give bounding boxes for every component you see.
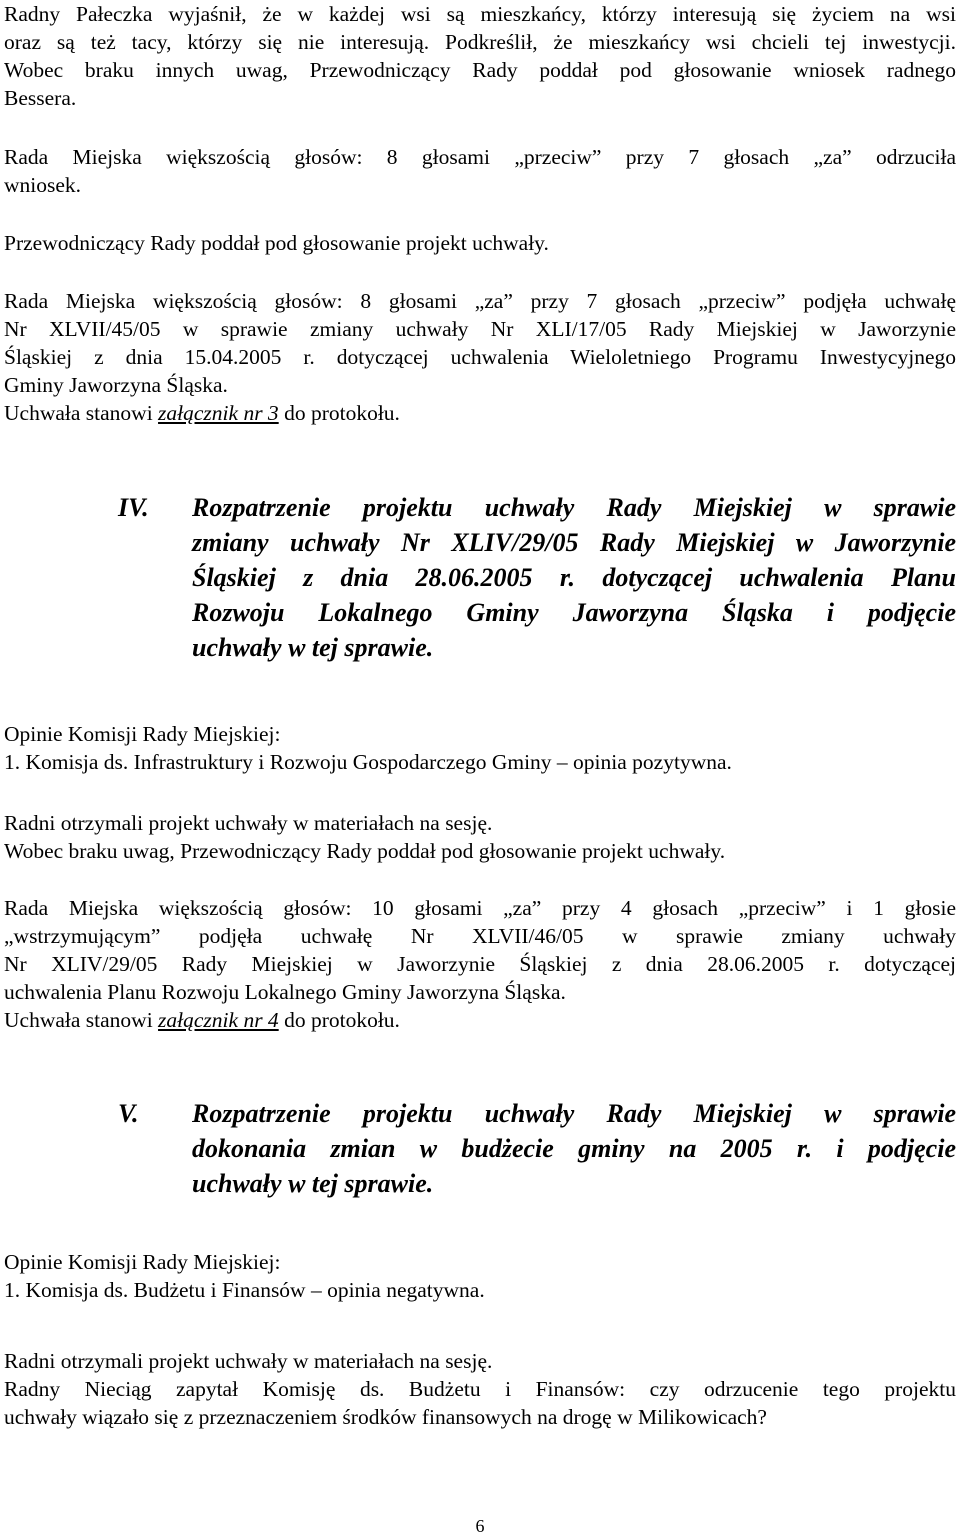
- paragraph-resolution-46: [4, 894, 956, 1034]
- section-heading-iv: [118, 490, 958, 665]
- paragraph-palecz-statement: [4, 0, 956, 112]
- text-line: Opinie Komisji Rady Miejskiej:: [4, 722, 281, 746]
- section-number: V.: [118, 1099, 139, 1128]
- text-line: oraz są też tacy, którzy się nie interesują. Podkreślił, że mieszkańcy wsi chcieli tej inwestycji.: [4, 30, 956, 54]
- text-line: „wstrzymującym” podjęła uchwałę Nr XLVII/46/05 w sprawie zmiany uchwały: [4, 924, 956, 948]
- page-number: 6: [475, 1516, 485, 1536]
- heading-line: dokonania zmian w budżecie gminy na 2005 r. i podjęcie: [192, 1134, 956, 1163]
- text-line: 1. Komisja ds. Budżetu i Finansów – opinia negatywna.: [4, 1278, 485, 1302]
- text-line: 1. Komisja ds. Infrastruktury i Rozwoju Gospodarczego Gminy – opinia pozytywna.: [4, 750, 732, 774]
- text-line: Radni otrzymali projekt uchwały w materiałach na sesję.: [4, 811, 493, 835]
- heading-line: uchwały w tej sprawie.: [192, 633, 434, 662]
- text-line: Rada Miejska większością głosów: 10 głosami „za” przy 4 głosach „przeciw” i 1 głosie: [4, 896, 956, 920]
- attachment-line: [4, 399, 956, 427]
- attachment-line: [4, 1006, 956, 1034]
- paragraph-materials-iv: [4, 809, 956, 865]
- heading-line: Rozwoju Lokalnego Gminy Jaworzyna Śląska i podjęcie: [192, 598, 956, 627]
- text-line: wniosek.: [4, 173, 82, 197]
- heading-line: Śląskiej z dnia 28.06.2005 r. dotyczącej uchwalenia Planu: [192, 563, 956, 592]
- text-line: uchwały wiązało się z przeznaczeniem środków finansowych na drogę w Milikowicach?: [4, 1405, 767, 1429]
- text-line: Rada Miejska większością głosów: 8 głosami „przeciw” przy 7 głosach „za” odrzuciła: [4, 145, 956, 169]
- paragraph-vote-call: [4, 229, 956, 257]
- text-line: Bessera.: [4, 86, 77, 110]
- text-line: Nr XLIV/29/05 Rady Miejskiej w Jaworzynie Śląskiej z dnia 28.06.2005 r. dotyczącej: [4, 952, 956, 976]
- attachment-suffix: do protokołu.: [278, 1008, 400, 1032]
- section-title: [192, 1096, 956, 1201]
- attachment-prefix: Uchwała stanowi: [4, 1008, 159, 1032]
- text-line: Wobec braku innych uwag, Przewodniczący Rady poddał pod głosowanie wniosek radnego: [4, 58, 956, 82]
- heading-line: Rozpatrzenie projektu uchwały Rady Miejskiej w sprawie: [192, 1099, 956, 1128]
- text-line: Wobec braku uwag, Przewodniczący Rady poddał pod głosowanie projekt uchwały.: [4, 839, 726, 863]
- paragraph-committee-opinions-iv: [4, 720, 956, 776]
- text-line: Śląskiej z dnia 15.04.2005 r. dotyczącej uchwalenia Wieloletniego Programu Inwestycyjnego: [4, 345, 956, 369]
- section-heading-v: [118, 1096, 958, 1201]
- text-line: Radny Nieciąg zapytał Komisję ds. Budżetu i Finansów: czy odrzucenie tego projektu: [4, 1377, 956, 1401]
- text-line: Radny Pałeczka wyjaśnił, że w każdej wsi są mieszkańcy, którzy interesują się życiem na wsi: [4, 2, 956, 26]
- text-line: Opinie Komisji Rady Miejskiej:: [4, 1250, 281, 1274]
- attachment-prefix: Uchwała stanowi: [4, 401, 159, 425]
- attachment-suffix: do protokołu.: [278, 401, 400, 425]
- paragraph-vote-rejection: [4, 143, 956, 199]
- heading-line: uchwały w tej sprawie.: [192, 1169, 434, 1198]
- attachment-reference: załącznik nr 3: [158, 401, 279, 425]
- heading-line: Rozpatrzenie projektu uchwały Rady Miejskiej w sprawie: [192, 493, 956, 522]
- text-line: Nr XLVII/45/05 w sprawie zmiany uchwały Nr XLI/17/05 Rady Miejskiej w Jaworzynie: [4, 317, 956, 341]
- heading-line: zmiany uchwały Nr XLIV/29/05 Rady Miejskiej w Jaworzynie: [192, 528, 956, 557]
- text-line: Przewodniczący Rady poddał pod głosowanie projekt uchwały.: [4, 231, 549, 255]
- attachment-reference: załącznik nr 4: [158, 1008, 279, 1032]
- text-line: Radni otrzymali projekt uchwały w materiałach na sesję.: [4, 1349, 493, 1373]
- paragraph-resolution-45: [4, 287, 956, 427]
- paragraph-committee-opinions-v: [4, 1248, 956, 1304]
- text-line: Gminy Jaworzyna Śląska.: [4, 373, 228, 397]
- text-line: Rada Miejska większością głosów: 8 głosami „za” przy 7 głosach „przeciw” podjęła uchwałę: [4, 289, 956, 313]
- section-number: IV.: [118, 493, 149, 522]
- paragraph-niecieg-question: [4, 1347, 956, 1431]
- text-line: uchwalenia Planu Rozwoju Lokalnego Gminy Jaworzyna Śląska.: [4, 980, 566, 1004]
- section-title: [192, 490, 956, 665]
